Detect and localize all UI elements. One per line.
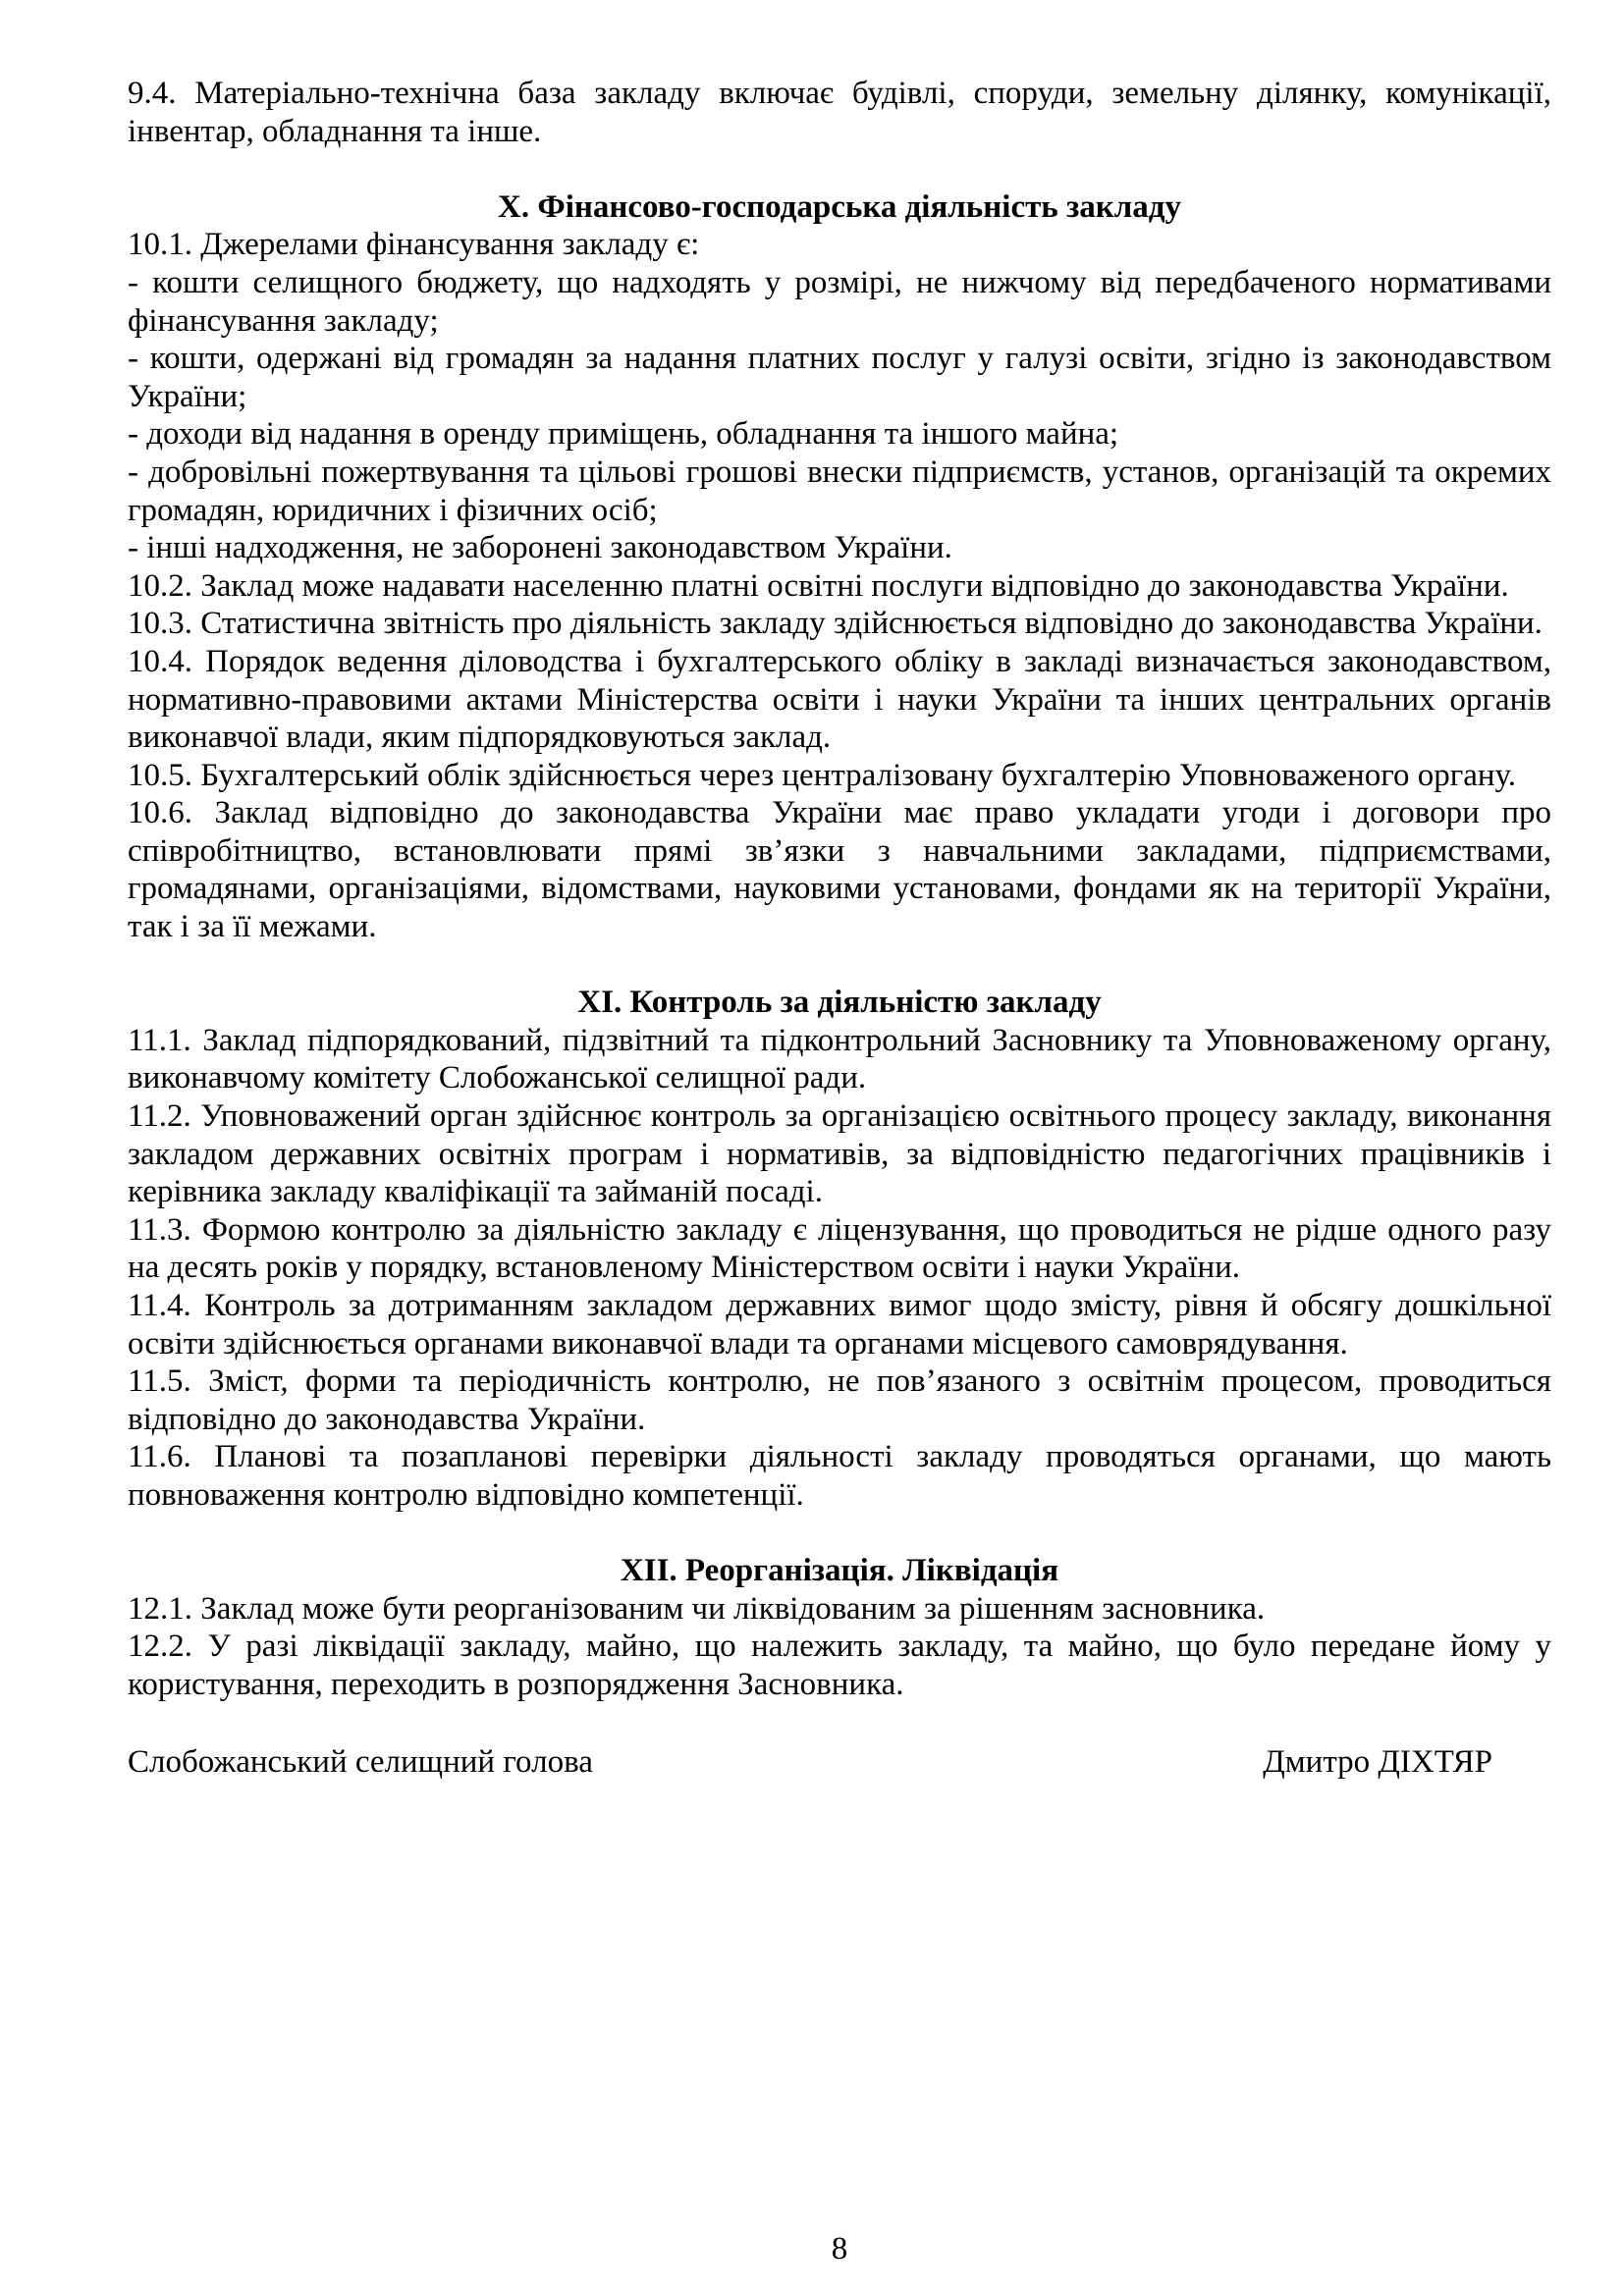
paragraph-10-4: 10.4. Порядок ведення діловодства і бухгалтерського обліку в закладі визначається законодавством, нормативно-правовими актами Міністерства освіти і науки України та інших центральних органів виконавчої влади, яким підпорядковуються заклад. [128,643,1551,756]
signature-row [128,1743,1551,1782]
paragraph-11-2: 11.2. Уповноважений орган здійснює контроль за організацією освітнього процесу закладу, виконання закладом державних освітніх програм і нормативів, за відповідністю педагогічних працівників і керівника закладу кваліфікації та займаній посаді. [128,1098,1551,1210]
list-item-funding-1: - кошти селищного бюджету, що надходять у розмірі, не нижчому від передбаченого нормативами фінансування закладу; [128,264,1551,339]
list-item-funding-5: - інші надходження, не заборонені законодавством України. [128,530,952,566]
heading-section-xi: XI. Контроль за діяльністю закладу [577,985,1102,1021]
page-number: 8 [831,2231,848,2267]
paragraph-10-1: 10.1. Джерелами фінансування закладу є: [128,227,700,263]
paragraph-11-6: 11.6. Планові та позапланові перевірки діяльності закладу проводяться органами, що мають повноваження контролю відповідно компетенції. [128,1439,1551,1513]
paragraph-12-2: 12.2. У разі ліквідації закладу, майно, що належить закладу, та майно, що було передане йому у користування, переходить в розпорядження Засновника. [128,1629,1551,1702]
paragraph-10-5: 10.5. Бухгалтерський облік здійснюється через централізовану бухгалтерію Уповноваженого органу. [128,757,1516,793]
paragraph-9-4: 9.4. Матеріально-технічна база закладу включає будівлі, споруди, земельну ділянку, комунікації, інвентар, обладнання та інше. [128,76,1551,149]
signature-title: Слобожанський селищний голова [128,1743,593,1780]
list-item-funding-2: - кошти, одержані від громадян за надання платних послуг у галузі освіти, згідно із законодавством України; [128,341,1551,414]
heading-section-x: X. Фінансово-господарська діяльність закладу [498,188,1181,225]
paragraph-11-1: 11.1. Заклад підпорядкований, підзвітний та підконтрольний Засновнику та Уповноваженому органу, виконавчому комітету Слобожанської селищної ради. [128,1022,1551,1096]
paragraph-11-5: 11.5. Зміст, форми та періодичність контролю, не пов’язаного з освітнім процесом, проводиться відповідно до законодавства України. [128,1363,1551,1437]
list-item-funding-4: - добровільні пожертвування та цільові грошові внески підприємств, установ, організацій та окремих громадян, юридичних і фізичних осіб; [128,454,1551,528]
paragraph-10-2: 10.2. Заклад може надавати населенню платні освітні послуги відповідно до законодавства України. [128,567,1509,604]
paragraph-11-4: 11.4. Контроль за дотриманням закладом державних вимог щодо змісту, рівня й обсягу дошкільної освіти здійснюється органами виконавчої влади та органами місцевого самоврядування. [128,1288,1551,1362]
paragraph-10-3: 10.3. Статистична звітність про діяльність закладу здійснюється відповідно до законодавства України. [128,606,1543,642]
paragraph-11-3: 11.3. Формою контролю за діяльністю закладу є ліцензування, що проводиться не рідше одного разу на десять років у порядку, встановленому Міністерством освіти і науки України. [128,1211,1551,1286]
paragraph-12-1: 12.1. Заклад може бути реорганізованим чи ліквідованим за рішенням засновника. [128,1590,1266,1627]
signature-name: Дмитро ДІХТЯР [1263,1743,1492,1780]
paragraph-10-6: 10.6. Заклад відповідно до законодавства України має право укладати угоди і договори про співробітництво, встановлювати прямі зв’язки з навчальними закладами, підприємствами, громадянами, організаціями, відомствами, науковими установами, фондами як на території України, так і за її межами. [128,795,1551,945]
list-item-funding-3: - доходи від надання в оренду приміщень, обладнання та іншого майна; [128,416,1119,453]
heading-section-xii: XII. Реорганізація. Ліквідація [620,1553,1059,1589]
